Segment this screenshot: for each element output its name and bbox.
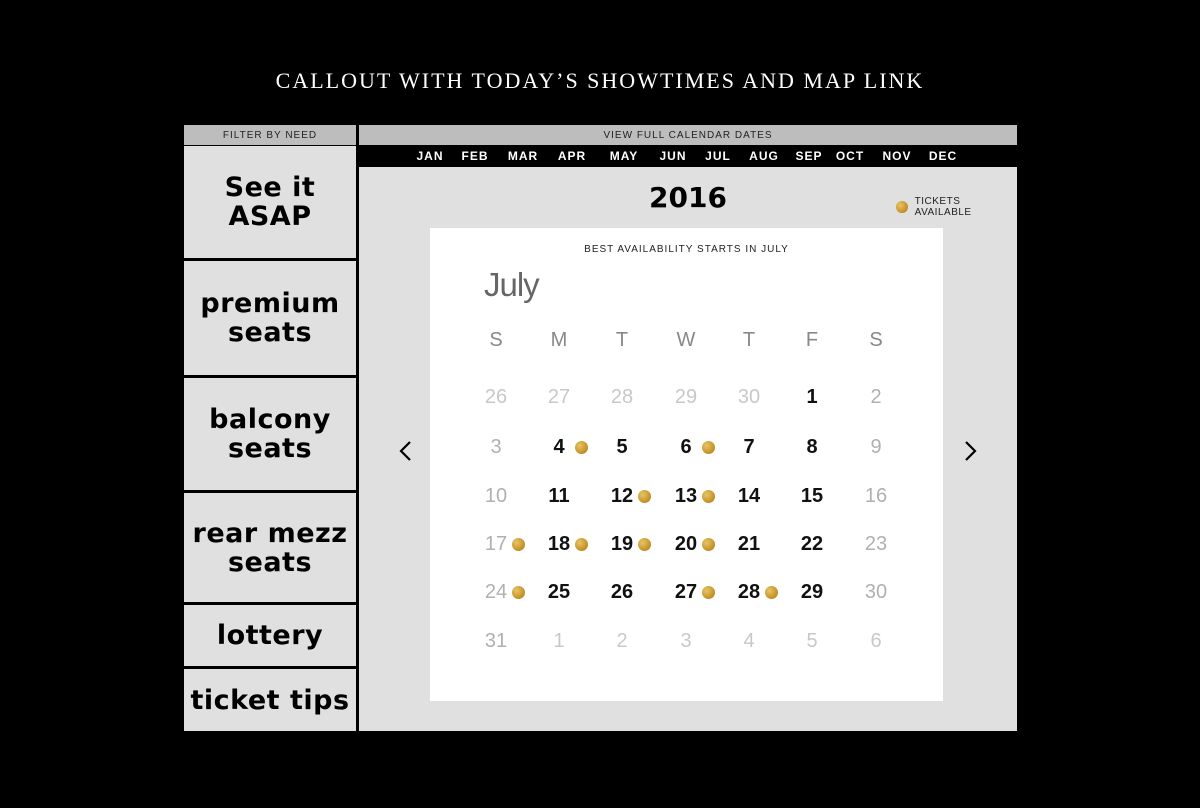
month-tab-apr[interactable]: APR bbox=[557, 149, 587, 163]
day-number: 30 bbox=[737, 386, 761, 408]
month-tab-oct[interactable]: OCT bbox=[835, 149, 865, 163]
month-tab-may[interactable]: MAY bbox=[609, 149, 639, 163]
calendar-day bbox=[666, 382, 706, 412]
weekday-label: T bbox=[615, 329, 629, 351]
filter-item-label: premium seats bbox=[200, 288, 340, 348]
day-number: 1 bbox=[806, 386, 818, 408]
calendar-day bbox=[539, 382, 579, 412]
tickets-legend bbox=[896, 196, 1017, 218]
legend-label: TICKETS AVAILABLE bbox=[914, 196, 972, 218]
prev-month-button[interactable] bbox=[393, 433, 417, 469]
filter-item-see-it-asap[interactable] bbox=[184, 146, 356, 258]
day-number: 28 bbox=[610, 386, 634, 408]
calendar-day[interactable] bbox=[539, 432, 579, 462]
availability-caption: BEST AVAILABILITY STARTS IN JULY bbox=[584, 244, 789, 255]
filter-item-lottery[interactable] bbox=[184, 605, 356, 666]
day-number: 26 bbox=[610, 581, 634, 603]
weekday-label: S bbox=[489, 329, 503, 351]
day-number: 13 bbox=[674, 485, 698, 507]
weekday-label: T bbox=[742, 329, 756, 351]
calendar-day bbox=[602, 382, 642, 412]
filter-header: FILTER BY NEED bbox=[184, 125, 356, 145]
calendar-panel bbox=[359, 125, 1017, 731]
filter-item-label: lottery bbox=[216, 620, 324, 651]
month-tab-jul[interactable]: JUL bbox=[705, 149, 731, 163]
day-number: 16 bbox=[864, 485, 888, 507]
calendar-day bbox=[729, 382, 769, 412]
filter-item-balcony-seats[interactable] bbox=[184, 378, 356, 490]
calendar-day[interactable] bbox=[539, 481, 579, 511]
day-number: 29 bbox=[800, 581, 824, 603]
calendar-day bbox=[666, 626, 706, 656]
day-number: 6 bbox=[680, 436, 692, 458]
callout-title: CALLOUT WITH TODAY’S SHOWTIMES AND MAP LINK bbox=[275, 68, 925, 93]
filter-item-ticket-tips[interactable] bbox=[184, 669, 356, 731]
calendar-day bbox=[476, 382, 516, 412]
calendar-day[interactable] bbox=[539, 529, 579, 559]
filter-item-label: See it ASAP bbox=[224, 172, 316, 232]
calendar-day[interactable] bbox=[476, 626, 516, 656]
weekday-label: W bbox=[676, 329, 696, 351]
day-number: 7 bbox=[743, 436, 755, 458]
calendar-day[interactable] bbox=[792, 577, 832, 607]
day-number: 23 bbox=[864, 533, 888, 555]
day-number: 30 bbox=[864, 581, 888, 603]
day-number: 15 bbox=[800, 485, 824, 507]
ticket-dot-icon bbox=[638, 490, 651, 503]
day-number: 5 bbox=[806, 630, 818, 652]
calendar-day[interactable] bbox=[539, 577, 579, 607]
weekday-label: F bbox=[805, 329, 819, 351]
day-number: 12 bbox=[610, 485, 634, 507]
calendar-day[interactable] bbox=[856, 382, 896, 412]
ticket-dot-icon bbox=[575, 538, 588, 551]
chevron-left-icon bbox=[393, 433, 417, 469]
month-calendar bbox=[430, 228, 943, 701]
day-number: 6 bbox=[870, 630, 882, 652]
calendar-day[interactable] bbox=[729, 529, 769, 559]
day-number: 27 bbox=[547, 386, 571, 408]
day-number: 10 bbox=[484, 485, 508, 507]
day-number: 4 bbox=[743, 630, 755, 652]
day-number: 20 bbox=[674, 533, 698, 555]
month-tab-nov[interactable]: NOV bbox=[882, 149, 912, 163]
day-number: 8 bbox=[806, 436, 818, 458]
ticket-dot-icon bbox=[512, 586, 525, 599]
calendar-day[interactable] bbox=[666, 432, 706, 462]
calendar-day bbox=[856, 626, 896, 656]
calendar-day bbox=[729, 626, 769, 656]
month-tab-jan[interactable]: JAN bbox=[416, 149, 444, 163]
day-number: 11 bbox=[548, 485, 570, 507]
ticket-dot-icon bbox=[702, 441, 715, 454]
month-tab-sep[interactable]: SEP bbox=[795, 149, 823, 163]
calendar-day[interactable] bbox=[602, 432, 642, 462]
day-number: 24 bbox=[484, 581, 508, 603]
day-number: 18 bbox=[547, 533, 571, 555]
day-number: 17 bbox=[484, 533, 508, 555]
calendar-day[interactable] bbox=[792, 382, 832, 412]
month-bar bbox=[359, 145, 1017, 167]
calendar-day[interactable] bbox=[856, 432, 896, 462]
day-number: 28 bbox=[737, 581, 761, 603]
calendar-day bbox=[539, 626, 579, 656]
day-number: 27 bbox=[674, 581, 698, 603]
calendar-day[interactable] bbox=[602, 481, 642, 511]
ticket-dot-icon bbox=[702, 490, 715, 503]
day-number: 2 bbox=[870, 386, 882, 408]
filter-item-label: ticket tips bbox=[190, 684, 350, 716]
ticket-dot-icon bbox=[765, 586, 778, 599]
calendar-day[interactable] bbox=[792, 432, 832, 462]
calendar-day[interactable] bbox=[602, 529, 642, 559]
day-number: 29 bbox=[674, 386, 698, 408]
calendar-day[interactable] bbox=[856, 481, 896, 511]
calendar-day[interactable] bbox=[476, 432, 516, 462]
filter-item-label: balcony seats bbox=[209, 404, 331, 464]
calendar-day[interactable] bbox=[476, 577, 516, 607]
day-number: 21 bbox=[737, 533, 761, 555]
weekday-label: M bbox=[550, 329, 568, 351]
calendar-day[interactable] bbox=[856, 529, 896, 559]
ticket-dot-icon bbox=[702, 538, 715, 551]
ticket-dot-icon bbox=[638, 538, 651, 551]
calendar-day bbox=[792, 626, 832, 656]
calendar-day[interactable] bbox=[792, 481, 832, 511]
month-tab-mar[interactable]: MAR bbox=[507, 149, 539, 163]
calendar-day[interactable] bbox=[856, 577, 896, 607]
day-number: 1 bbox=[553, 630, 565, 652]
ticket-dot-icon bbox=[702, 586, 715, 599]
calendar-day[interactable] bbox=[666, 529, 706, 559]
calendar-day[interactable] bbox=[666, 577, 706, 607]
calendar-day[interactable] bbox=[729, 577, 769, 607]
day-number: 5 bbox=[616, 436, 628, 458]
month-tab-aug[interactable]: AUG bbox=[749, 149, 779, 163]
filter-item-rear-mezz-seats[interactable] bbox=[184, 493, 356, 602]
ticket-dot-icon bbox=[512, 538, 525, 551]
calendar-day[interactable] bbox=[476, 529, 516, 559]
day-number: 3 bbox=[680, 630, 692, 652]
day-number: 25 bbox=[547, 581, 571, 603]
calendar-day[interactable] bbox=[792, 529, 832, 559]
calendar-header[interactable]: VIEW FULL CALENDAR DATES bbox=[359, 125, 1017, 145]
calendar-day[interactable] bbox=[729, 432, 769, 462]
calendar-day[interactable] bbox=[666, 481, 706, 511]
filter-panel bbox=[184, 125, 356, 731]
month-tab-dec[interactable]: DEC bbox=[928, 149, 958, 163]
day-number: 22 bbox=[800, 533, 824, 555]
ticket-dot-icon bbox=[575, 441, 588, 454]
day-number: 3 bbox=[490, 436, 502, 458]
next-month-button[interactable] bbox=[959, 433, 983, 469]
calendar-day[interactable] bbox=[729, 481, 769, 511]
month-tab-jun[interactable]: JUN bbox=[659, 149, 687, 163]
filter-item-label: rear mezz seats bbox=[192, 517, 348, 578]
weekday-label: S bbox=[869, 329, 883, 351]
month-tab-feb[interactable]: FEB bbox=[461, 149, 489, 163]
day-number: 14 bbox=[737, 485, 761, 507]
ticket-dot-icon bbox=[896, 201, 908, 213]
day-number: 31 bbox=[484, 630, 508, 652]
year-label: 2016 bbox=[649, 181, 727, 214]
day-number: 26 bbox=[484, 386, 508, 408]
day-number: 9 bbox=[870, 436, 882, 458]
month-name: July bbox=[484, 266, 539, 303]
calendar-day bbox=[602, 626, 642, 656]
day-number: 4 bbox=[553, 436, 565, 458]
chevron-right-icon bbox=[959, 433, 983, 469]
day-number: 19 bbox=[610, 533, 634, 555]
day-number: 2 bbox=[616, 630, 628, 652]
calendar-day[interactable] bbox=[476, 481, 516, 511]
filter-item-premium-seats[interactable] bbox=[184, 261, 356, 375]
calendar-day[interactable] bbox=[602, 577, 642, 607]
